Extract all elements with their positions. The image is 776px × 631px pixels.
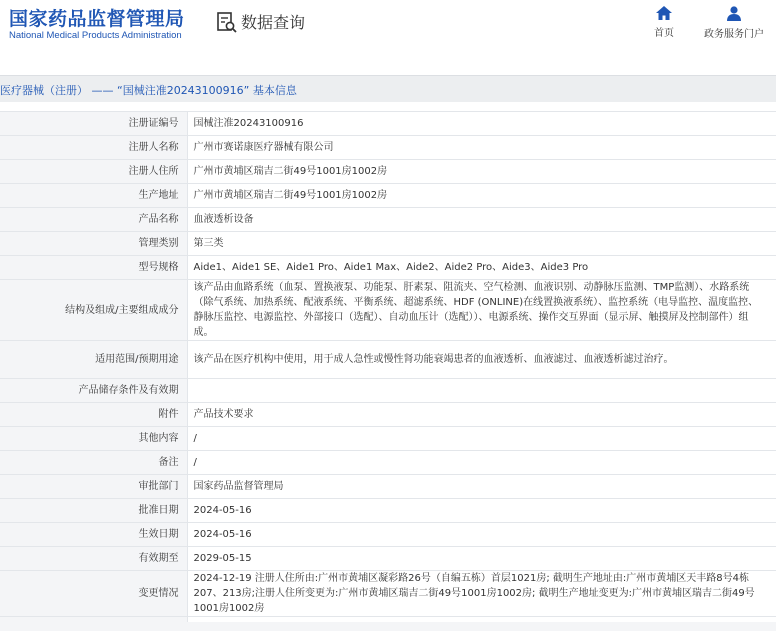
field-label: 注册证编号 [0,112,187,136]
detail-row [0,499,776,523]
field-label: 适用范围/预期用途 [0,341,187,379]
field-label: 生产地址 [0,184,187,208]
detail-row [0,403,776,427]
field-value: / [187,427,776,451]
user-icon [726,6,742,21]
field-value: Aide1、Aide1 SE、Aide1 Pro、Aide1 Max、Aide2、Aide2 Pro、Aide3、Aide3 Pro [187,256,776,280]
field-label: 结构及组成/主要组成成分 [0,280,187,341]
detail-row [0,571,776,617]
detail-row [0,451,776,475]
breadcrumb [0,75,776,102]
breadcrumb-text: 医疗器械（注册） —— “国械注准20243100916” 基本信息 [0,84,297,97]
detail-row [0,232,776,256]
field-value: / [187,451,776,475]
field-value: 血液透析设备 [187,208,776,232]
field-label: 注册人名称 [0,136,187,160]
detail-row [0,427,776,451]
field-value: 国械注准20243100916 [187,112,776,136]
field-label: 产品储存条件及有效期 [0,379,187,403]
field-label: 有效期至 [0,547,187,571]
site-header [0,0,776,75]
field-label: 型号规格 [0,256,187,280]
site-title[interactable]: 国家药品监督管理局 [9,8,185,30]
field-value: 第三类 [187,232,776,256]
detail-row [0,547,776,571]
field-value: 该产品由血路系统（血泵、置换液泵、功能泵、肝素泵、阻流夹、空气检测、血液识别、动静脉压监测、TMP监测）、水路系统（除气系统、加热系统、配液系统、平衡系统、超滤系统、HDF (ONLINE)在线置换液系统）、监控系统（电导监控、温度监控、静脉压监控、电源监控、外部接口（选配）、自动血压计（选配））、电源系统、操作交互界面（显示屏、触摸屏及控制部件）组成。 [187,280,776,341]
detail-row [0,136,776,160]
field-label: 审批部门 [0,475,187,499]
field-value [187,379,776,403]
detail-row [0,184,776,208]
document-search-icon [216,11,238,33]
field-label: 其他内容 [0,427,187,451]
field-label: 生效日期 [0,523,187,547]
detail-row [0,160,776,184]
nav-home[interactable] [650,6,678,39]
field-value: 2024-05-16 [187,499,776,523]
field-value: 广州市黄埔区瑞吉二街49号1001房1002房 [187,184,776,208]
nav-service-label: 政务服务门户 [704,29,764,40]
field-value: 2024-05-16 [187,523,776,547]
detail-row [0,208,776,232]
data-query-label: 数据查询 [241,13,306,32]
detail-row [0,379,776,403]
field-label: 管理类别 [0,232,187,256]
detail-row [0,475,776,499]
home-icon [656,6,672,20]
field-label: 注册人住所 [0,160,187,184]
field-label: 产品名称 [0,208,187,232]
field-label: 备注 [0,451,187,475]
nav-home-label: 首页 [654,28,674,39]
detail-row [0,523,776,547]
detail-table [0,111,776,631]
detail-row [0,341,776,379]
field-label: 变更情况 [0,571,187,617]
field-value: 国家药品监督管理局 [187,475,776,499]
field-value: 2024-12-19 注册人住所由:广州市黄埔区凝彩路26号（自编五栋）首层1021房; 截明生产地址由:广州市黄埔区天丰路8号4栋207、213房;注册人住所变更为:广州市黄埔区瑞吉二街49号1001房1002房; 截明生产地址变更为:广州市黄埔区瑞吉二街49号1001房1002房 [187,571,776,617]
data-query-link[interactable] [216,10,305,33]
field-value: 产品技术要求 [187,403,776,427]
bottom-divider [0,622,776,631]
detail-row [0,256,776,280]
detail-row [0,112,776,136]
detail-row [0,280,776,341]
field-label: 批准日期 [0,499,187,523]
nav-service-portal[interactable] [702,6,766,40]
field-label: 附件 [0,403,187,427]
field-value: 该产品在医疗机构中使用，用于成人急性或慢性肾功能衰竭患者的血液透析、血液滤过、血液透析滤过治疗。 [187,341,776,379]
field-value: 广州市赛诺康医疗器械有限公司 [187,136,776,160]
field-value: 2029-05-15 [187,547,776,571]
site-subtitle: National Medical Products Administration [9,30,182,41]
field-value: 广州市黄埔区瑞吉二街49号1001房1002房 [187,160,776,184]
